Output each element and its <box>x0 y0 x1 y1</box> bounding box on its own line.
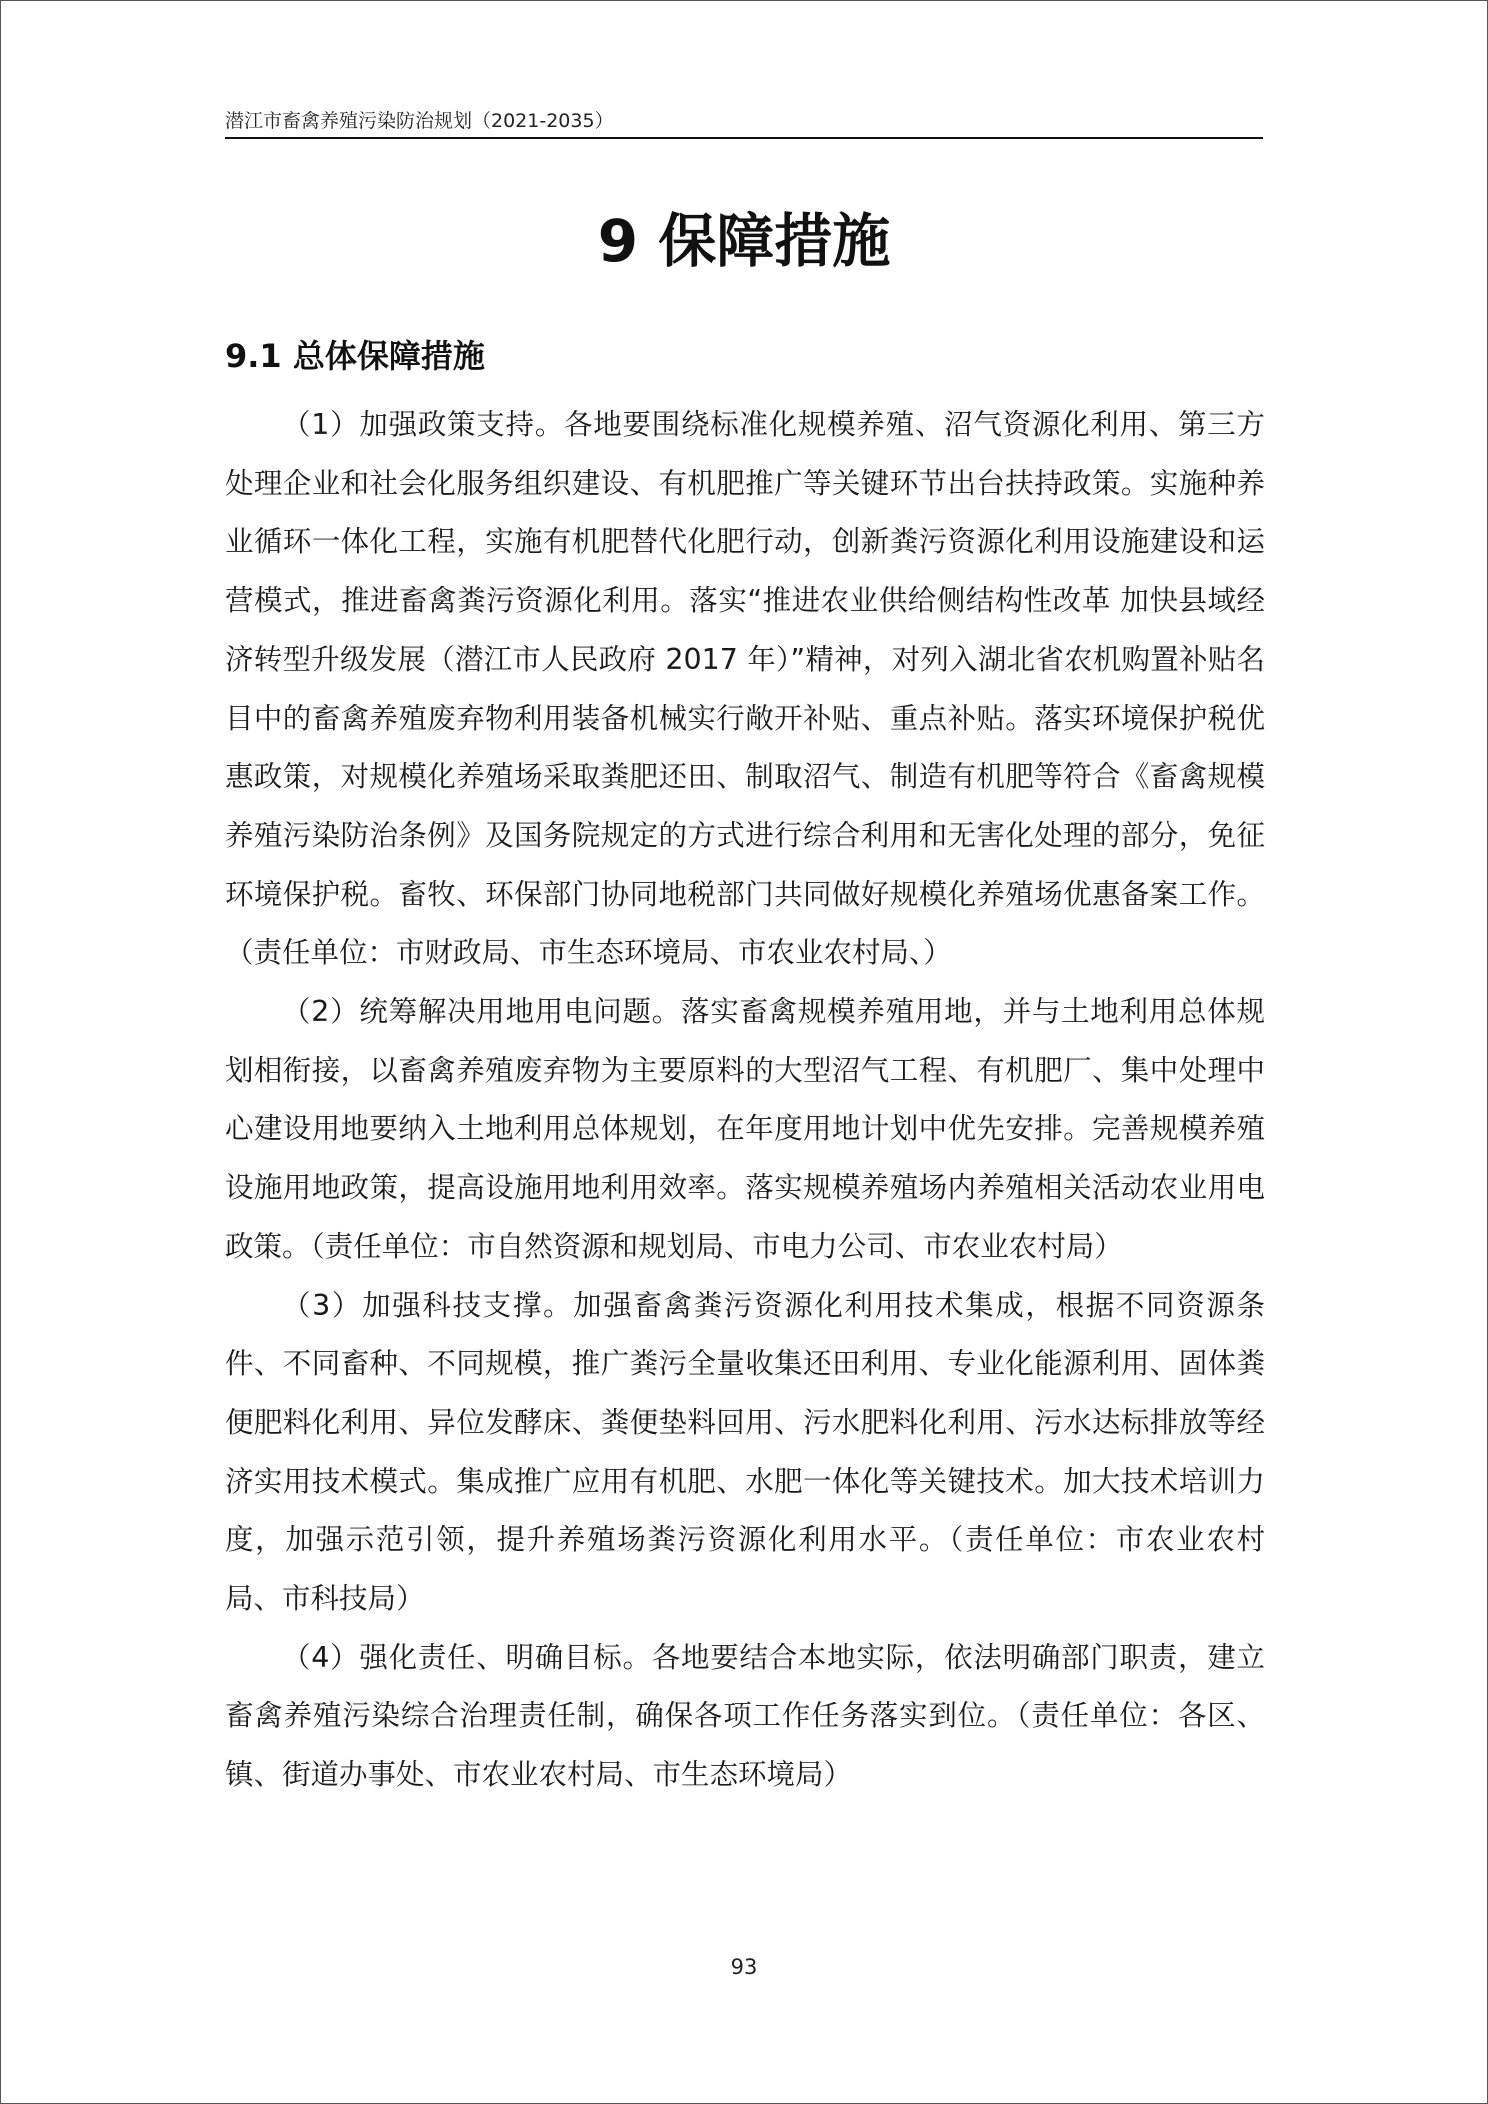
page-number: 93 <box>730 1955 758 1979</box>
paragraph-policy-support: （1）加强政策支持。各地要围绕标准化规模养殖、沼气资源化利用、第三方处理企业和社会化服务组织建设、有机肥推广等关键环节出台扶持政策。实施种养业循环一体化工程，实施有机肥替代化肥行动，创新粪污资源化利用设施建设和运营模式，推进畜禽粪污资源化利用。落实“推进农业供给侧结构性改革 加快县域经济转型升级发展（潜江市人民政府 2017 年）”精神，对列入湖北省农机购置补贴名目中的畜禽养殖废弃物利用装备机械实行敞开补贴、重点补贴。落实环境保护税优惠政策，对规模化养殖场采取粪肥还田、制取沼气、制造有机肥等符合《畜禽规模养殖污染防治条例》及国务院规定的方式进行综合利用和无害化处理的部分，免征环境保护税。畜牧、环保部门协同地税部门共同做好规模化养殖场优惠备案工作。（责任单位：市财政局、市生态环境局、市农业农村局、） <box>225 408 1265 970</box>
running-header: 潜江市畜禽养殖污染防治规划（2021-2035） <box>225 110 614 132</box>
section-heading: 9.1 总体保障措施 <box>225 337 485 375</box>
header-divider <box>225 137 1263 139</box>
paragraph-land-electricity: （2）统筹解决用地用电问题。落实畜禽规模养殖用地，并与土地利用总体规划相衔接，以畜禽养殖废弃物为主要原料的大型沼气工程、有机肥厂、集中处理中心建设用地要纳入土地利用总体规划，在年度用地计划中优先安排。完善规模养殖设施用地政策，提高设施用地利用效率。落实规模养殖场内养殖相关活动农业用电政策。（责任单位：市自然资源和规划局、市电力公司、市农业农村局） <box>225 995 1265 1263</box>
paragraph-technology-support: （3）加强科技支撑。加强畜禽粪污资源化利用技术集成，根据不同资源条件、不同畜种、不同规模，推广粪污全量收集还田利用、专业化能源利用、固体粪便肥料化利用、异位发酵床、粪便垫料回用、污水肥料化利用、污水达标排放等经济实用技术模式。集成推广应用有机肥、水肥一体化等关键技术。加大技术培训力度，加强示范引领，提升养殖场粪污资源化利用水平。（责任单位：市农业农村局、市科技局） <box>225 1288 1265 1616</box>
chapter-title: 9 保障措施 <box>597 207 891 275</box>
body-text <box>225 396 1265 1805</box>
paragraph-responsibility: （4）强化责任、明确目标。各地要结合本地实际，依法明确部门职责，建立畜禽养殖污染综合治理责任制，确保各项工作任务落实到位。（责任单位：各区、镇、街道办事处、市农业农村局、市生态环境局） <box>225 1640 1265 1792</box>
